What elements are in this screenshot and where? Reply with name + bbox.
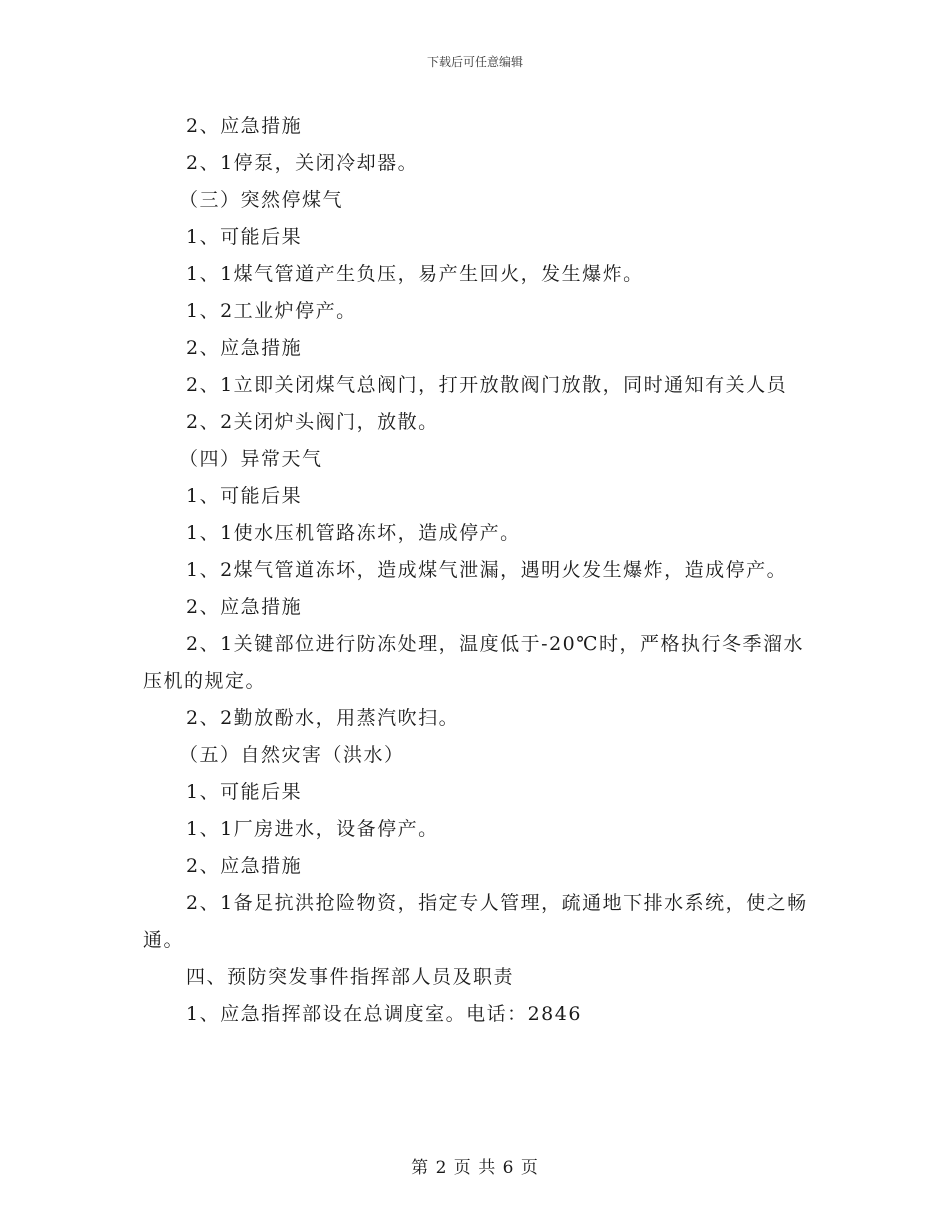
text-line: 2、2勤放酚水，用蒸汽吹扫。 [186,707,460,729]
text-line: 1、1厂房进水，设备停产。 [186,818,439,840]
text-line: 2、应急措施 [186,855,303,877]
text-line: 2、应急措施 [186,596,303,618]
text-line: 2、应急措施 [186,337,303,359]
text-line: 2、1停泵，关闭冷却器。 [186,152,419,174]
text-line: 1、1煤气管道产生负压，易产生回火，发生爆炸。 [186,263,644,285]
text-line: 1、可能后果 [186,781,303,803]
section-heading: （五）自然灾害（洪水） [179,744,405,766]
text-line: 1、2工业炉停产。 [186,300,357,322]
text-line: 1、应急指挥部设在总调度室。电话：2846 [186,1003,582,1025]
page-number-footer: 第 2 页 共 6 页 [411,1158,539,1178]
page-header-note: 下载后可任意编辑 [426,55,523,69]
section-heading: （三）突然停煤气 [179,189,344,211]
text-line: 1、1使水压机管路冻坏，造成停产。 [186,522,521,544]
text-line: 2、2关闭炉头阀门，放散。 [186,411,439,433]
text-line: 1、可能后果 [186,226,303,248]
text-line: 2、应急措施 [186,115,303,137]
section-heading: （四）异常天气 [179,448,323,470]
text-line: 1、2煤气管道冻坏，造成煤气泄漏，遇明火发生爆炸，造成停产。 [186,559,788,581]
text-paragraph: 2、1立即关闭煤气总阀门，打开放散阀门放散，同时通知有关人员 [186,374,788,396]
document-body [143,108,813,1033]
text-paragraph: 2、1备足抗洪抢险物资，指定专人管理，疏通地下排水系统，使之畅通。 [143,892,808,951]
text-paragraph: 2、1关键部位进行防冻处理，温度低于-20℃时，严格执行冬季溜水压机的规定。 [143,633,805,692]
text-line: 1、可能后果 [186,485,303,507]
section-heading: 四、预防突发事件指挥部人员及职责 [186,966,515,988]
